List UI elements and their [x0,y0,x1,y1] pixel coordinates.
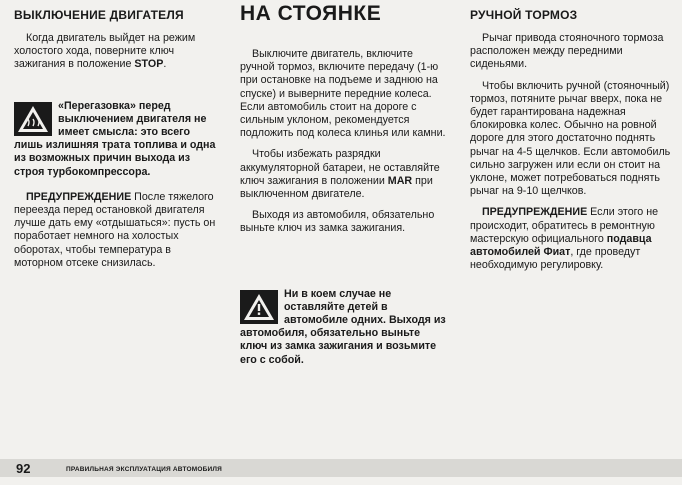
text-span: Чтобы избежать разрядки аккумуляторной батареи, не оставляйте ключ зажигания в положении [240,148,440,187]
key-stop: STOP [134,58,164,71]
text-span: , где проведут необходимую регулировку. [470,246,641,272]
paragraph-handbrake-2: Чтобы включить ручной (стояночный) тормоз, потяните рычаг вверх, пока не будет гарантирована надежная блокировка колес. Обычно на ровной дороге для этого достаточно поднять рычаг на 4-5 щелчков. Если автомобиль сильно загружен или если он стоит на уклоне, может потребоваться поднять рычаг на 9-10 щелчков. [470,79,671,198]
column-handbrake [470,0,676,280]
heading-parking: НА СТОЯНКЕ [240,2,382,25]
warning-children [240,288,450,367]
heading-engine-off: ВЫКЛЮЧЕНИЕ ДВИГАТЕЛЯ [14,8,184,22]
paragraph-parking-2 [240,148,450,201]
page-number: 92 [16,461,31,476]
dealer-name: подавца автомобилей Фиат [470,232,652,259]
warning-children-text: Ни в коем случае не оставляйте детей в автомобиле одних. Выходя из автомобиля, обязательно выньте ключ из замка зажигания и возьмите его с собой. [240,287,446,366]
paragraph-caution-idle [14,191,220,270]
paragraph-handbrake-1: Рычаг привода стояночного тормоза расположен между передними сиденьями. [470,32,664,71]
text-span: Когда двигатель выйдет на режим холостого хода, поверните ключ зажигания в положение [14,32,196,71]
caution-label: ПРЕДУПРЕЖДЕНИЕ [26,190,132,203]
text-span: После тяжелого переезда перед остановкой двигателя лучше дать ему «отдышаться»: пусть он поработает немного на холостых оборотах, чтобы температура в моторном отсеке снизилась. [14,190,216,269]
warning-revving [14,100,220,179]
key-mar: MAR [387,174,413,187]
paragraph-parking-1: Выключите двигатель, включите ручной тормоз, включите передачу (1-ю при остановке на подъеме и заднюю на спуске) и выверните передние колеса. Если автомобиль стоит на дороге с сильным уклоном, рекомендуется подложить под колеса клинья или камни. [240,48,446,140]
paragraph-engine-off [14,32,220,72]
text-span: при выключенном двигателе. [240,174,433,201]
heading-handbrake: РУЧНОЙ ТОРМОЗ [470,8,578,22]
text-span: . [163,58,167,71]
text-span: Если этого не происходит, обратитесь в ремонтную мастерскую официального [470,206,659,245]
caution-label: ПРЕДУПРЕЖДЕНИЕ [482,206,588,219]
column-engine-off [14,0,220,278]
paragraph-caution-service [470,206,676,272]
warning-hot-icon [14,102,52,136]
paragraph-parking-3: Выходя из автомобиля, обязательно выньте ключ из замка зажигания. [240,209,435,235]
footer-section-title: ПРАВИЛЬНАЯ ЭКСПЛУАТАЦИЯ АВТОМОБИЛЯ [66,466,222,473]
warning-triangle-icon [240,290,278,324]
warning-revving-text: «Перегазовка» перед выключением двигателя не имеет смысла: это всего лишь излишняя трата топлива и одна из возможных причин выхода из строя турбокомпрессора. [14,99,216,178]
column-parking [240,0,450,367]
